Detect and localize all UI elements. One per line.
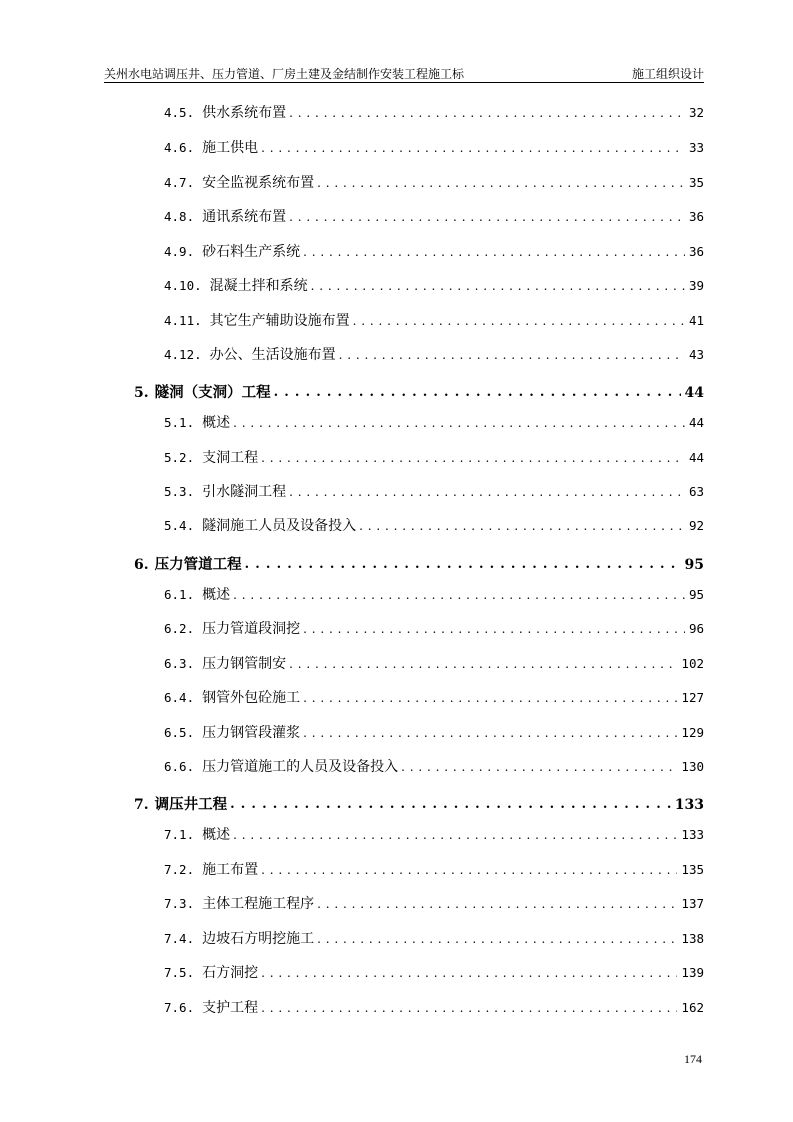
toc-entry-number: 4.5.: [164, 105, 195, 120]
toc-entry-number: 6.6.: [164, 759, 195, 774]
toc-entry-number: 7.1.: [164, 827, 195, 842]
toc-entry-page: 36: [688, 244, 704, 259]
toc-entry-title: 供水系统布置: [202, 105, 287, 121]
toc-section-entry[interactable]: [164, 822, 704, 844]
toc-chapter-entry[interactable]: [134, 552, 704, 574]
toc-section-entry[interactable]: [164, 960, 704, 982]
toc-entry-page: 137: [681, 896, 704, 911]
toc-entry-title: 施工布置: [202, 862, 259, 878]
toc-entry-page: 32: [688, 105, 704, 120]
toc-dot-leader: [317, 930, 677, 948]
toc-entry-page: 133: [681, 827, 704, 842]
toc-entry-page: 43: [688, 347, 704, 362]
toc-chapter-entry[interactable]: [134, 380, 704, 402]
toc-section-entry[interactable]: [164, 170, 704, 192]
toc-entry-page: 44: [688, 415, 704, 430]
toc-dot-leader: [359, 517, 685, 535]
toc-entry-page: 135: [681, 862, 704, 877]
toc-entry-page: 41: [688, 313, 704, 328]
toc-entry-page: 95: [684, 557, 704, 573]
toc-entry-title: 压力管道段洞挖: [202, 621, 301, 637]
toc-entry-page: 36: [688, 209, 704, 224]
toc-entry-number: 6.4.: [164, 690, 195, 705]
toc-entry-page: 162: [681, 1000, 704, 1015]
toc-entry-page: 130: [681, 759, 704, 774]
toc-entry-page: 133: [674, 797, 704, 813]
toc-entry-page: 35: [688, 175, 704, 190]
toc-entry-title: 支洞工程: [202, 450, 259, 466]
toc-entry-number: 7.: [134, 797, 149, 813]
toc-entry-number: 6.3.: [164, 656, 195, 671]
toc-entry-number: 7.5.: [164, 965, 195, 980]
toc-entry-number: 7.4.: [164, 931, 195, 946]
toc-entry-title: 施工供电: [202, 140, 259, 156]
toc-dot-leader: [274, 384, 681, 402]
toc-dot-leader: [261, 449, 685, 467]
toc-section-entry[interactable]: [164, 342, 704, 364]
toc-section-entry[interactable]: [164, 273, 704, 295]
toc-entry-number: 7.2.: [164, 862, 195, 877]
toc-dot-leader: [261, 999, 677, 1017]
toc-chapter-entry[interactable]: [134, 792, 704, 814]
header-document-type: 施工组织设计: [631, 67, 704, 81]
toc-section-entry[interactable]: [164, 754, 704, 776]
toc-section-entry[interactable]: [164, 513, 704, 535]
toc-dot-leader: [303, 620, 685, 638]
toc-section-entry[interactable]: [164, 239, 704, 261]
toc-section-entry[interactable]: [164, 308, 704, 330]
toc-section-entry[interactable]: [164, 204, 704, 226]
toc-entry-number: 4.12.: [164, 347, 202, 362]
toc-entry-title: 通讯系统布置: [202, 209, 287, 225]
toc-entry-page: 95: [688, 587, 704, 602]
toc-entry-number: 5.1.: [164, 415, 195, 430]
toc-entry-page: 92: [688, 518, 704, 533]
toc-dot-leader: [353, 312, 685, 330]
toc-entry-number: 5.2.: [164, 450, 195, 465]
toc-section-entry[interactable]: [164, 926, 704, 948]
toc-entry-title: 钢管外包砼施工: [202, 690, 301, 706]
toc-dot-leader: [401, 758, 677, 776]
toc-entry-title: 石方洞挖: [202, 965, 259, 981]
toc-entry-title: 压力钢管段灌浆: [202, 725, 301, 741]
toc-dot-leader: [261, 139, 685, 157]
toc-dot-leader: [233, 826, 677, 844]
toc-section-entry[interactable]: [164, 857, 704, 879]
toc-entry-number: 6.2.: [164, 621, 195, 636]
toc-section-entry[interactable]: [164, 582, 704, 604]
toc-section-entry[interactable]: [164, 445, 704, 467]
toc-entry-number: 4.9.: [164, 244, 195, 259]
toc-dot-leader: [289, 208, 685, 226]
toc-entry-title: 办公、生活设施布置: [209, 347, 336, 363]
toc-entry-title: 概述: [202, 587, 231, 603]
toc-entry-number: 4.10.: [164, 278, 202, 293]
toc-section-entry[interactable]: [164, 479, 704, 501]
toc-dot-leader: [303, 689, 677, 707]
toc-entry-number: 5.3.: [164, 484, 195, 499]
toc-entry-title: 引水隧洞工程: [202, 484, 287, 500]
toc-entry-title: 隧洞施工人员及设备投入: [202, 518, 357, 534]
toc-entry-title: 混凝土拌和系统: [209, 278, 308, 294]
toc-entry-title: 调压井工程: [154, 796, 228, 813]
toc-entry-title: 压力管道施工的人员及设备投入: [202, 759, 399, 775]
toc-section-entry[interactable]: [164, 135, 704, 157]
toc-entry-title: 安全监视系统布置: [202, 175, 315, 191]
toc-entry-page: 39: [688, 278, 704, 293]
toc-dot-leader: [311, 277, 685, 295]
toc-entry-page: 63: [688, 484, 704, 499]
toc-entry-number: 7.3.: [164, 896, 195, 911]
toc-entry-title: 概述: [202, 415, 231, 431]
toc-entry-title: 压力管道工程: [154, 556, 242, 573]
page-number: 174: [684, 1052, 702, 1066]
toc-entry-number: 4.8.: [164, 209, 195, 224]
toc-entry-number: 4.7.: [164, 175, 195, 190]
toc-section-entry[interactable]: [164, 891, 704, 913]
toc-entry-number: 7.6.: [164, 1000, 195, 1015]
toc-entry-page: 127: [681, 690, 704, 705]
toc-section-entry[interactable]: [164, 685, 704, 707]
toc-entry-title: 其它生产辅助设施布置: [209, 313, 350, 329]
toc-entry-page: 138: [681, 931, 704, 946]
toc-entry-title: 边坡石方明挖施工: [202, 931, 315, 947]
toc-dot-leader: [303, 243, 685, 261]
toc-dot-leader: [303, 724, 677, 742]
toc-dot-leader: [289, 104, 685, 122]
toc-entry-page: 129: [681, 725, 704, 740]
toc-entry-number: 6.: [134, 557, 149, 573]
toc-dot-leader: [233, 586, 685, 604]
toc-dot-leader: [261, 861, 677, 879]
toc-entry-number: 4.11.: [164, 313, 202, 328]
toc-dot-leader: [289, 655, 677, 673]
toc-entry-page: 96: [688, 621, 704, 636]
toc-entry-page: 102: [681, 656, 704, 671]
header-project-title: 关州水电站调压井、压力管道、厂房土建及金结制作安装工程施工标: [104, 67, 465, 81]
toc-entry-title: 压力钢管制安: [202, 656, 287, 672]
toc-dot-leader: [245, 556, 681, 574]
toc-dot-leader: [317, 895, 677, 913]
toc-section-entry[interactable]: [164, 410, 704, 432]
toc-entry-title: 支护工程: [202, 1000, 259, 1016]
toc-dot-leader: [289, 483, 685, 501]
toc-section-entry[interactable]: [164, 651, 704, 673]
toc-entry-title: 隧洞（支洞）工程: [154, 384, 271, 401]
toc-entry-title: 砂石料生产系统: [202, 244, 301, 260]
toc-dot-leader: [317, 174, 685, 192]
toc-section-entry[interactable]: [164, 100, 704, 122]
toc-entry-page: 139: [681, 965, 704, 980]
toc-entry-number: 4.6.: [164, 140, 195, 155]
toc-entry-title: 主体工程施工程序: [202, 896, 315, 912]
toc-section-entry[interactable]: [164, 616, 704, 638]
page-header: [104, 62, 704, 83]
toc-dot-leader: [339, 346, 685, 364]
toc-entry-page: 33: [688, 140, 704, 155]
toc-entry-title: 概述: [202, 827, 231, 843]
toc-dot-leader: [261, 964, 677, 982]
toc-entry-number: 6.1.: [164, 587, 195, 602]
toc-entry-page: 44: [684, 385, 704, 401]
toc-entry-number: 5.: [134, 385, 149, 401]
toc-entry-number: 6.5.: [164, 725, 195, 740]
toc-entry-number: 5.4.: [164, 518, 195, 533]
toc-entry-page: 44: [688, 450, 704, 465]
toc-dot-leader: [230, 796, 671, 814]
toc-section-entry[interactable]: [164, 720, 704, 742]
toc-section-entry[interactable]: [164, 995, 704, 1017]
toc-dot-leader: [233, 414, 685, 432]
